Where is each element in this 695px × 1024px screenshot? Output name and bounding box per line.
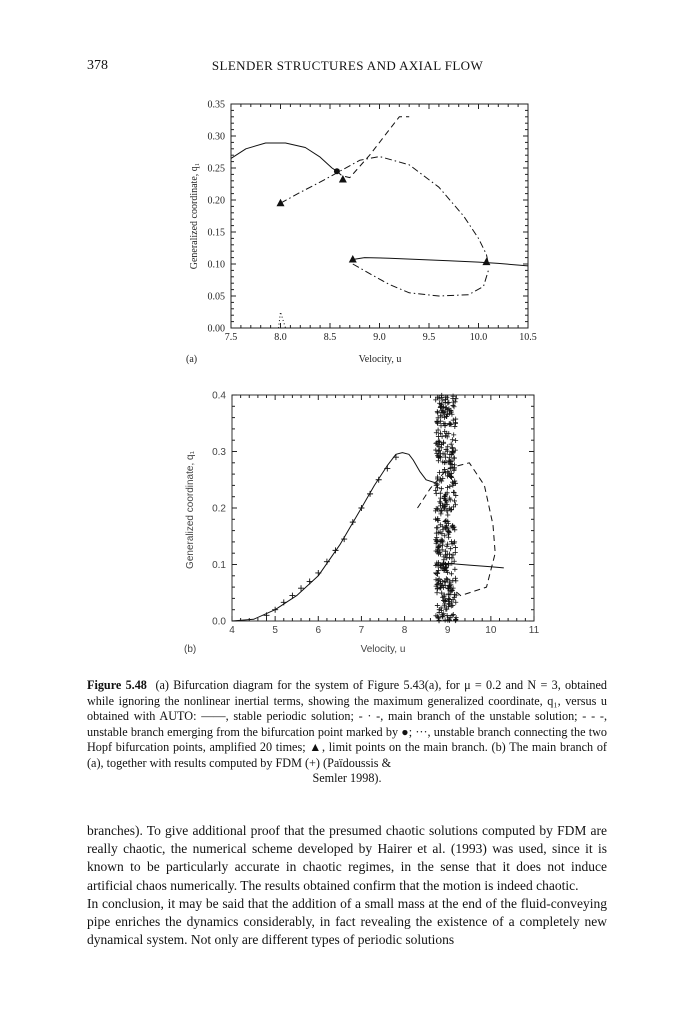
fdm-chaos-marker: [444, 544, 449, 549]
fdm-chaos-marker: [453, 438, 458, 443]
fdm-chaos-marker: [453, 396, 458, 401]
body-paragraph-2: In conclusion, it may be said that the addition of a small mass at the end of the fluid-conveying pipe enriches the dynamics considerably, in fact revealing the existence of a completely new dynamical system. Not only are different types of periodic solutions: [87, 895, 607, 948]
a-series-line-3: [353, 264, 489, 296]
fdm-chaos-marker: [451, 612, 456, 617]
fdm-chaos-marker: [449, 442, 454, 447]
fdm-chaos-marker: [453, 545, 458, 550]
fdm-plus-marker: [307, 578, 313, 584]
fdm-chaos-marker: [449, 412, 454, 417]
fdm-chaos-marker: [437, 499, 442, 504]
fdm-plus-marker: [358, 505, 364, 511]
fdm-chaos-marker: [445, 400, 450, 405]
limit-point-marker: [277, 199, 285, 207]
plot-b-frame: [232, 395, 534, 621]
fdm-chaos-marker: [448, 421, 453, 426]
b-xtick-label: 4: [229, 625, 235, 636]
fdm-chaos-marker: [447, 484, 452, 489]
running-head: SLENDER STRUCTURES AND AXIAL FLOW: [211, 58, 484, 73]
fdm-chaos-marker: [450, 445, 455, 450]
body-paragraph-1: branches). To give additional proof that the presumed chaotic solutions computed by FDM are really chaotic, the numerical scheme developed by Hairer et al. (1993) was used, since it is known to be particularly accurate in chaotic regimes, in the sense that it does not induce artificial chaos numerically. The results obtained confirm that the motion is indeed chaotic.: [87, 823, 607, 893]
figure-a-ylabel: Generalized coordinate, q₁: [189, 162, 200, 270]
fdm-plus-marker: [272, 607, 278, 613]
a-xtick-label: 8.5: [323, 332, 337, 343]
a-series-line-5: [279, 312, 286, 328]
figure-b-panel-label: (b): [184, 644, 197, 655]
fdm-chaos-marker: [434, 491, 439, 496]
figure-b-xlabel: Velocity, u: [360, 644, 406, 655]
fdm-chaos-marker: [445, 485, 450, 490]
b-ytick-label: 0.3: [212, 447, 226, 458]
a-series-line-2: [281, 157, 489, 265]
b-series-line-2: [418, 463, 496, 596]
b-ytick-label: 0.2: [212, 503, 226, 515]
fdm-chaos-marker: [450, 437, 455, 442]
fdm-plus-marker: [281, 599, 287, 605]
fdm-chaos-marker: [449, 555, 454, 560]
page-number: 378: [87, 58, 108, 73]
fdm-chaos-marker: [435, 409, 440, 414]
figure-caption: [87, 678, 607, 787]
b-xtick-label: 9: [444, 625, 451, 636]
b-xtick-label: 5: [272, 625, 278, 636]
a-xtick-label: 8.0: [274, 332, 287, 343]
a-series-line-1: [353, 258, 528, 266]
fdm-chaos-marker: [435, 590, 440, 595]
fdm-chaos-marker: [453, 578, 458, 583]
a-ytick-label: 0.25: [207, 163, 225, 175]
fdm-plus-marker: [289, 593, 295, 599]
fdm-chaos-marker: [436, 568, 441, 573]
fdm-chaos-marker: [452, 498, 457, 503]
fdm-chaos-marker: [436, 458, 441, 463]
caption-label: Figure 5.48: [87, 678, 147, 692]
figure-a-xlabel: Velocity, u: [358, 354, 402, 365]
a-xtick-label: 9.0: [373, 332, 386, 343]
fdm-chaos-marker: [434, 419, 439, 424]
a-series-line-0: [231, 143, 337, 171]
fdm-plus-marker: [384, 465, 390, 471]
fdm-chaos-marker: [451, 432, 456, 437]
a-xtick-label: 9.5: [422, 332, 436, 343]
limit-point-marker: [482, 258, 490, 266]
b-xtick-label: 6: [315, 625, 322, 636]
fdm-chaos-marker: [452, 456, 457, 461]
fdm-chaos-marker: [451, 552, 456, 557]
fdm-chaos-marker: [452, 404, 457, 409]
b-ytick-label: 0.0: [212, 616, 226, 628]
fdm-chaos-marker: [453, 550, 458, 555]
a-ytick-label: 0.15: [207, 227, 225, 239]
fdm-chaos-marker: [451, 490, 456, 495]
fdm-chaos-marker: [448, 546, 453, 551]
b-ytick-label: 0.1: [212, 560, 226, 571]
fdm-chaos-marker: [445, 542, 450, 547]
a-ytick-label: 0.10: [207, 259, 225, 271]
fdm-chaos-marker: [453, 600, 458, 605]
fdm-chaos-marker: [452, 567, 457, 572]
figure-b-plot: [180, 385, 550, 660]
figure-a-panel-label: (a): [186, 354, 198, 365]
fdm-plus-marker: [315, 570, 321, 576]
b-xtick-label: 8: [401, 625, 408, 636]
fdm-chaos-marker: [446, 529, 451, 534]
fdm-chaos-marker: [443, 455, 448, 460]
bifurcation-point-marker: [334, 168, 340, 174]
a-ytick-label: 0.00: [207, 323, 225, 335]
a-series-line-4: [337, 117, 409, 178]
fdm-chaos-marker: [435, 525, 440, 530]
a-xtick-label: 7.5: [224, 332, 238, 343]
b-ytick-label: 0.4: [212, 390, 226, 402]
fdm-chaos-marker: [439, 486, 444, 491]
fdm-chaos-marker: [446, 400, 451, 405]
a-xtick-label: 10.5: [519, 332, 537, 343]
fdm-chaos-marker: [438, 491, 443, 496]
caption-text: (a) Bifurcation diagram for the system of Figure 5.43(a), for μ = 0.2 and N = 3, obtained while ignoring the nonlinear inertial terms, showing the maximum generalized coordinate, q₁, versus u obtained with AUTO: ——, stable periodic solution; - · -, main branch of the unstable solution; - - -, unstable branch emerging from the bifurcation point marked by ●; ···, unstable branch connecting the two Hopf bifurcation points, amplified 20 times; ▲, limit points on the main branch. (b) The main branch of (a), together with results computed by FDM (+) (Païdoussis &: [87, 678, 608, 770]
b-xtick-label: 10: [485, 625, 497, 636]
a-ytick-label: 0.05: [207, 291, 225, 303]
b-xtick-label: 7: [358, 625, 365, 636]
b-series-line-0: [232, 453, 435, 621]
a-ytick-label: 0.20: [207, 195, 225, 207]
plot-a-frame: [231, 104, 528, 328]
b-xtick-label: 11: [528, 625, 540, 636]
a-xtick-label: 10.0: [469, 332, 488, 343]
fdm-plus-marker: [264, 612, 270, 618]
fdm-chaos-marker: [440, 476, 445, 481]
figure-b-ylabel: Generalized coordinate, q₁: [185, 451, 196, 569]
fdm-chaos-marker: [445, 512, 450, 517]
a-ytick-label: 0.35: [207, 99, 225, 111]
caption-last-line: Semler 1998).: [312, 771, 382, 785]
figure-a-plot: [185, 95, 545, 370]
body-text: [87, 822, 607, 949]
fdm-plus-marker: [393, 454, 399, 460]
a-ytick-label: 0.30: [207, 131, 225, 143]
